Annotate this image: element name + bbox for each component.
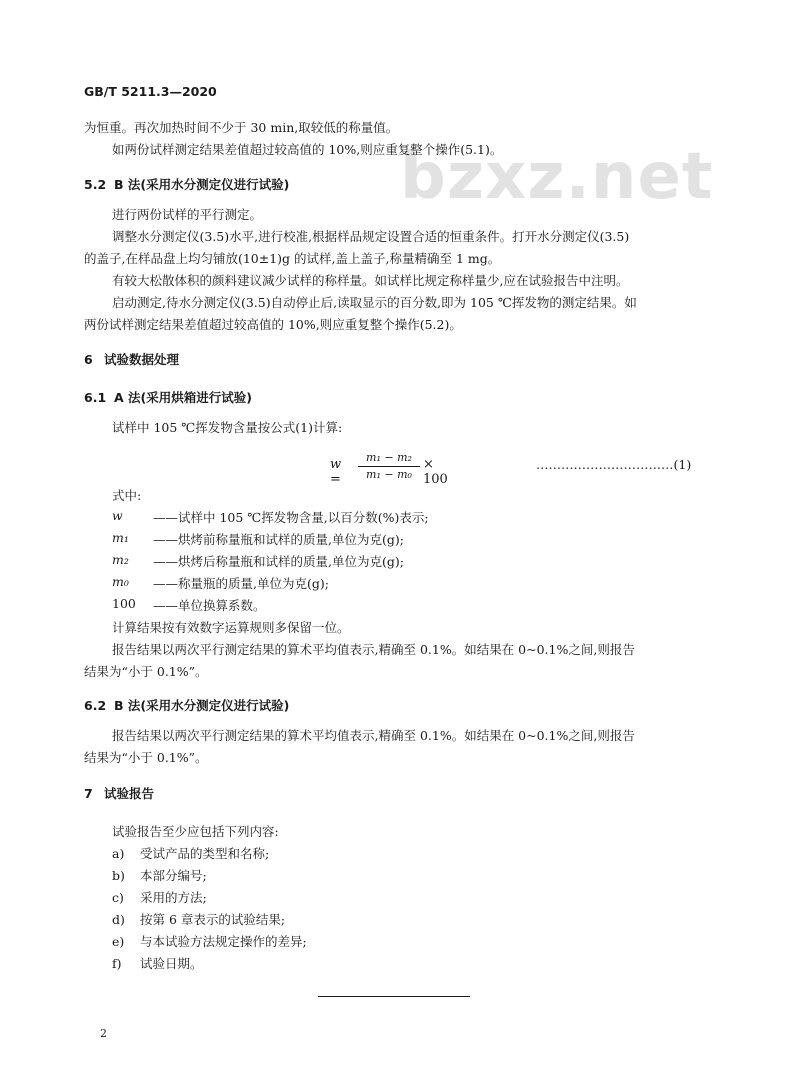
section-title: 试验数据处理 [104, 352, 180, 367]
paragraph: 式中: [112, 488, 142, 503]
paragraph: 调整水分测定仪(3.5)水平,进行校准,根据样品规定设置合适的恒重条件。打开水分测定仪(3.5) [112, 229, 630, 244]
list-item [112, 866, 207, 886]
section-number: 6.1 [84, 390, 107, 405]
section-title: A 法(采用烘箱进行试验) [114, 390, 252, 405]
section-heading-5-2 [84, 175, 289, 195]
section-heading-6 [84, 350, 179, 370]
list-item [112, 888, 207, 908]
list-item [112, 844, 269, 864]
symbol-description: ——单位换算系数。 [153, 598, 266, 613]
standard-number: GB/T 5211.3—2020 [84, 84, 217, 99]
end-rule [318, 996, 470, 997]
formula-fraction [358, 451, 420, 482]
list-item-label: c) [112, 890, 124, 905]
symbol: m₀ [112, 574, 129, 589]
formula-rhs: × 100 [423, 457, 448, 487]
section-number: 5.2 [84, 177, 107, 192]
symbol-description: ——烘烤后称量瓶和试样的质量,单位为克(g); [153, 554, 404, 569]
list-item-label: a) [112, 846, 125, 861]
paragraph: 结果为“小于 0.1%”。 [84, 750, 208, 765]
symbol: w [112, 508, 123, 523]
symbol-description: ——烘烤前称量瓶和试样的质量,单位为克(g); [153, 532, 404, 547]
formula-number: ……………………………(1) [536, 457, 692, 472]
list-item-label: e) [112, 934, 125, 949]
list-item-label: b) [112, 868, 125, 883]
list-item-text: 试验日期。 [140, 956, 203, 971]
section-number: 6 [84, 352, 93, 367]
fraction-bar [358, 466, 420, 467]
list-item-text: 受试产品的类型和名称; [140, 846, 270, 861]
paragraph: 两份试样测定结果差值超过较高值的 10%,则应重复整个操作(5.2)。 [84, 317, 462, 332]
section-number: 6.2 [84, 698, 107, 713]
paragraph: 报告结果以两次平行测定结果的算术平均值表示,精确至 0.1%。如结果在 0~0.1%之间,则报告 [112, 728, 635, 743]
paragraph: 如两份试样测定结果差值超过较高值的 10%,则应重复整个操作(5.1)。 [112, 142, 503, 157]
paragraph: 计算结果按有效数字运算规则多保留一位。 [112, 620, 350, 635]
section-title: B 法(采用水分测定仪进行试验) [114, 177, 290, 192]
section-title: B 法(采用水分测定仪进行试验) [114, 698, 290, 713]
section-heading-6-1 [84, 388, 252, 408]
symbol: 100 [112, 596, 136, 611]
section-number: 7 [84, 786, 93, 801]
paragraph: 的盖子,在样品盘上均匀铺放(10±1)g 的试样,盖上盖子,称量精确至 1 mg。 [84, 251, 501, 266]
watermark: bzxz.net [400, 140, 714, 214]
list-item [112, 932, 307, 952]
list-item-label: d) [112, 912, 125, 927]
symbol-description: ——称量瓶的质量,单位为克(g); [153, 576, 329, 591]
paragraph: 结果为“小于 0.1%”。 [84, 664, 208, 679]
list-item-text: 本部分编号; [140, 868, 207, 883]
list-item-label: f) [112, 956, 122, 971]
paragraph: 为恒重。再次加热时间不少于 30 min,取较低的称量值。 [84, 120, 399, 135]
paragraph: 进行两份试样的平行测定。 [112, 207, 263, 222]
section-title: 试验报告 [104, 786, 155, 801]
paragraph: 试样中 105 ℃挥发物含量按公式(1)计算: [112, 420, 343, 435]
formula-numerator: m₁ − m₂ [366, 451, 412, 464]
paragraph: 启动测定,待水分测定仪(3.5)自动停止后,读取显示的百分数,即为 105 ℃挥发物的测定结果。如 [112, 295, 637, 310]
list-item [112, 954, 203, 974]
paragraph: 试验报告至少应包括下列内容: [112, 824, 279, 839]
formula-lhs: w = [330, 457, 342, 487]
symbol: m₁ [112, 530, 129, 545]
section-heading-7 [84, 784, 154, 804]
section-heading-6-2 [84, 696, 289, 716]
page-number: 2 [100, 1027, 107, 1040]
list-item [112, 910, 285, 930]
paragraph: 有较大松散体积的颜料建议减少试样的称样量。如试样比规定称样量少,应在试验报告中注明。 [112, 273, 629, 288]
formula-denominator: m₁ − m₀ [366, 468, 412, 481]
list-item-text: 采用的方法; [140, 890, 207, 905]
symbol: m₂ [112, 552, 129, 567]
list-item-text: 与本试验方法规定操作的差异; [140, 934, 307, 949]
list-item-text: 按第 6 章表示的试验结果; [140, 912, 286, 927]
paragraph: 报告结果以两次平行测定结果的算术平均值表示,精确至 0.1%。如结果在 0~0.1%之间,则报告 [112, 642, 635, 657]
symbol-description: ——试样中 105 ℃挥发物含量,以百分数(%)表示; [153, 510, 429, 525]
